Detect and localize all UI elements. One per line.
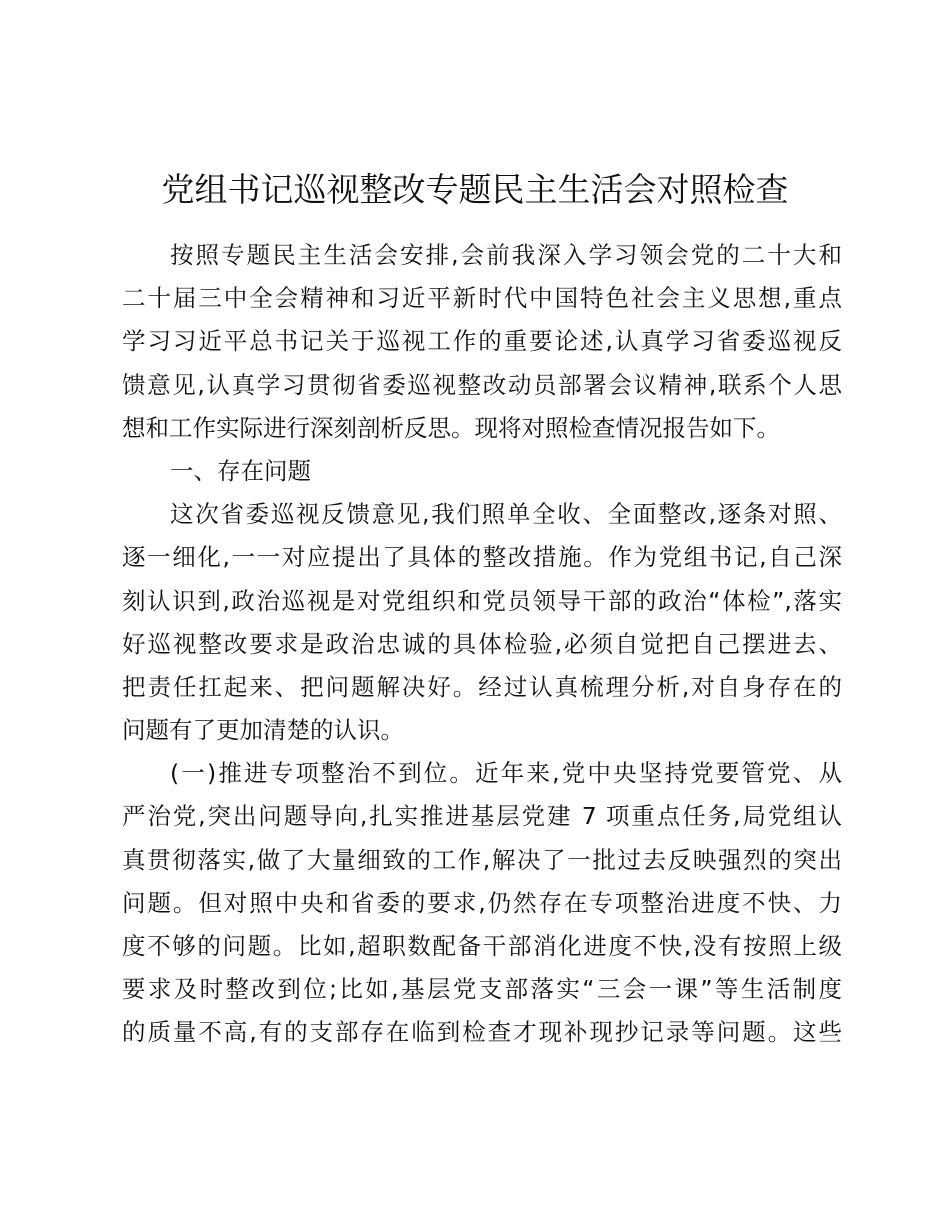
paragraph-line: (一)推进专项整治不到位。近年来,党中央坚持党要管党、从	[170, 759, 842, 788]
document-body	[122, 234, 842, 1055]
paragraph-line: 真贯彻落实,做了大量细致的工作,解决了一批过去反映强烈的突出	[122, 845, 842, 874]
paragraph-line: 严治党,突出问题导向,扎实推进基层党建 7 项重点任务,局党组认	[122, 802, 842, 831]
paragraph-line: 逐一细化,一一对应提出了具体的整改措施。作为党组书记,自己深	[122, 543, 842, 572]
paragraph-line: 要求及时整改到位;比如,基层党支部落实“三会一课”等生活制度	[122, 975, 842, 1004]
paragraph-line: 把责任扛起来、把问题解决好。经过认真梳理分析,对自身存在的	[122, 672, 842, 701]
paragraph-line: 二十届三中全会精神和习近平新时代中国特色社会主义思想,重点	[122, 284, 842, 313]
paragraph-line: 问题。但对照中央和省委的要求,仍然存在专项整治进度不快、力	[122, 888, 842, 917]
paragraph-line: 馈意见,认真学习贯彻省委巡视整改动员部署会议精神,联系个人思	[122, 370, 842, 399]
paragraph-line: 刻认识到,政治巡视是对党组织和党员领导干部的政治“体检”,落实	[122, 586, 842, 615]
paragraph-line: 好巡视整改要求是政治忠诚的具体检验,必须自觉把自己摆进去、	[122, 629, 842, 658]
document-title: 党组书记巡视整改专题民主生活会对照检查	[161, 170, 789, 209]
paragraph-line: 度不够的问题。比如,超职数配备干部消化进度不快,没有按照上级	[122, 932, 842, 960]
paragraph-line: 学习习近平总书记关于巡视工作的重要论述,认真学习省委巡视反	[122, 327, 842, 356]
paragraph-line: 想和工作实际进行深刻剖析反思。现将对照检查情况报告如下。	[122, 413, 780, 442]
paragraph-line: 的质量不高,有的支部存在临到检查才现补现抄记录等问题。这些	[122, 1018, 842, 1047]
paragraph-line: 问题有了更加清楚的认识。	[122, 716, 404, 745]
section-heading: 一、存在问题	[170, 456, 311, 485]
paragraph-line: 这次省委巡视反馈意见,我们照单全收、全面整改,逐条对照、	[170, 500, 842, 529]
paragraph-line: 按照专题民主生活会安排,会前我深入学习领会党的二十大和	[170, 241, 842, 269]
